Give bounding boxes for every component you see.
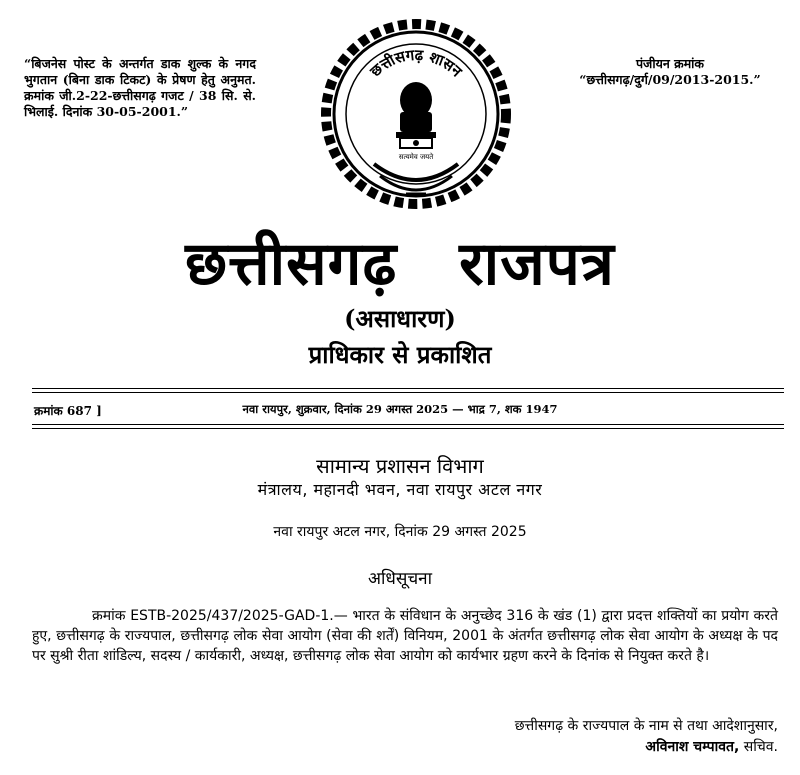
- signatory-name: अविनाश चम्पावत,: [645, 739, 740, 755]
- notice-place-date: नवा रायपुर अटल नगर, दिनांक 29 अगस्त 2025: [273, 524, 527, 540]
- registration-number: “छत्तीसगढ़/दुर्ग/09/2013-2015.”: [579, 72, 761, 87]
- emblem-motto: सत्यमेव जयते: [398, 153, 434, 161]
- header-rule-top-2: [32, 392, 784, 393]
- gazette-subtitle: (असाधारण): [344, 304, 456, 333]
- emblem-text: छत्तीसगढ़ शासन: [366, 45, 466, 81]
- notification-body: क्रमांक ESTB-2025/437/2025-GAD-1.— भारत के संविधान के अनुच्छेद 316 के खंड (1) द्वारा प्रदत्त शक्तियों का प्रयोग करते हुए, छत्तीसगढ़ के राज्यपाल, छत्तीसगढ़ लोक सेवा आयोग (सेवा की शर्तें) विनियम, 2001 के अंतर्गत छत्तीसगढ़ लोक सेवा आयोग के अध्यक्ष के पद पर सुश्री रीता शांडिल्य, सदस्य / कार्यकारी, अध्यक्ष, छत्तीसगढ़ लोक सेवा आयोग को कार्यभार ग्रहण करने के दिनांक से नियुक्त करते है।: [32, 608, 778, 664]
- publication-authority: प्राधिकार से प्रकाशित: [308, 340, 492, 369]
- signatory-title: सचिव.: [743, 739, 778, 755]
- department-address: मंत्रालय, महानदी भवन, नवा रायपुर अटल नगर: [257, 480, 543, 499]
- header-rule-bottom-1: [32, 424, 784, 425]
- signature-line: छत्तीसगढ़ के राज्यपाल के नाम से तथा आदेशानुसार,: [514, 718, 778, 734]
- header-rule-top-1: [32, 388, 784, 389]
- issue-date-line: नवा रायपुर, शुक्रवार, दिनांक 29 अगस्त 2025 — भाद्र 7, शक 1947: [242, 402, 558, 416]
- header-rule-bottom-2: [32, 428, 784, 429]
- department-name: सामान्य प्रशासन विभाग: [316, 454, 484, 478]
- postal-note: “बिजनेस पोस्ट के अन्तर्गत डाक शुल्क के नगद भुगतान (बिना डाक टिकट) के प्रेषण हेतु अनुमत. क्रमांक जी.2-22-छत्तीसगढ़ गजट / 38 सि. से. भिलाई. दिनांक 30-05-2001.”: [24, 56, 256, 119]
- state-emblem-icon: [316, 14, 516, 214]
- gazette-title: छत्तीसगढ़ राजपत्र: [185, 229, 615, 299]
- issue-number: क्रमांक 687 ]: [34, 404, 102, 418]
- registration-block: [560, 56, 780, 88]
- signatory: [0, 737, 778, 756]
- notification-heading: अधिसूचना: [368, 569, 432, 589]
- registration-label: पंजीयन क्रमांक: [635, 56, 705, 71]
